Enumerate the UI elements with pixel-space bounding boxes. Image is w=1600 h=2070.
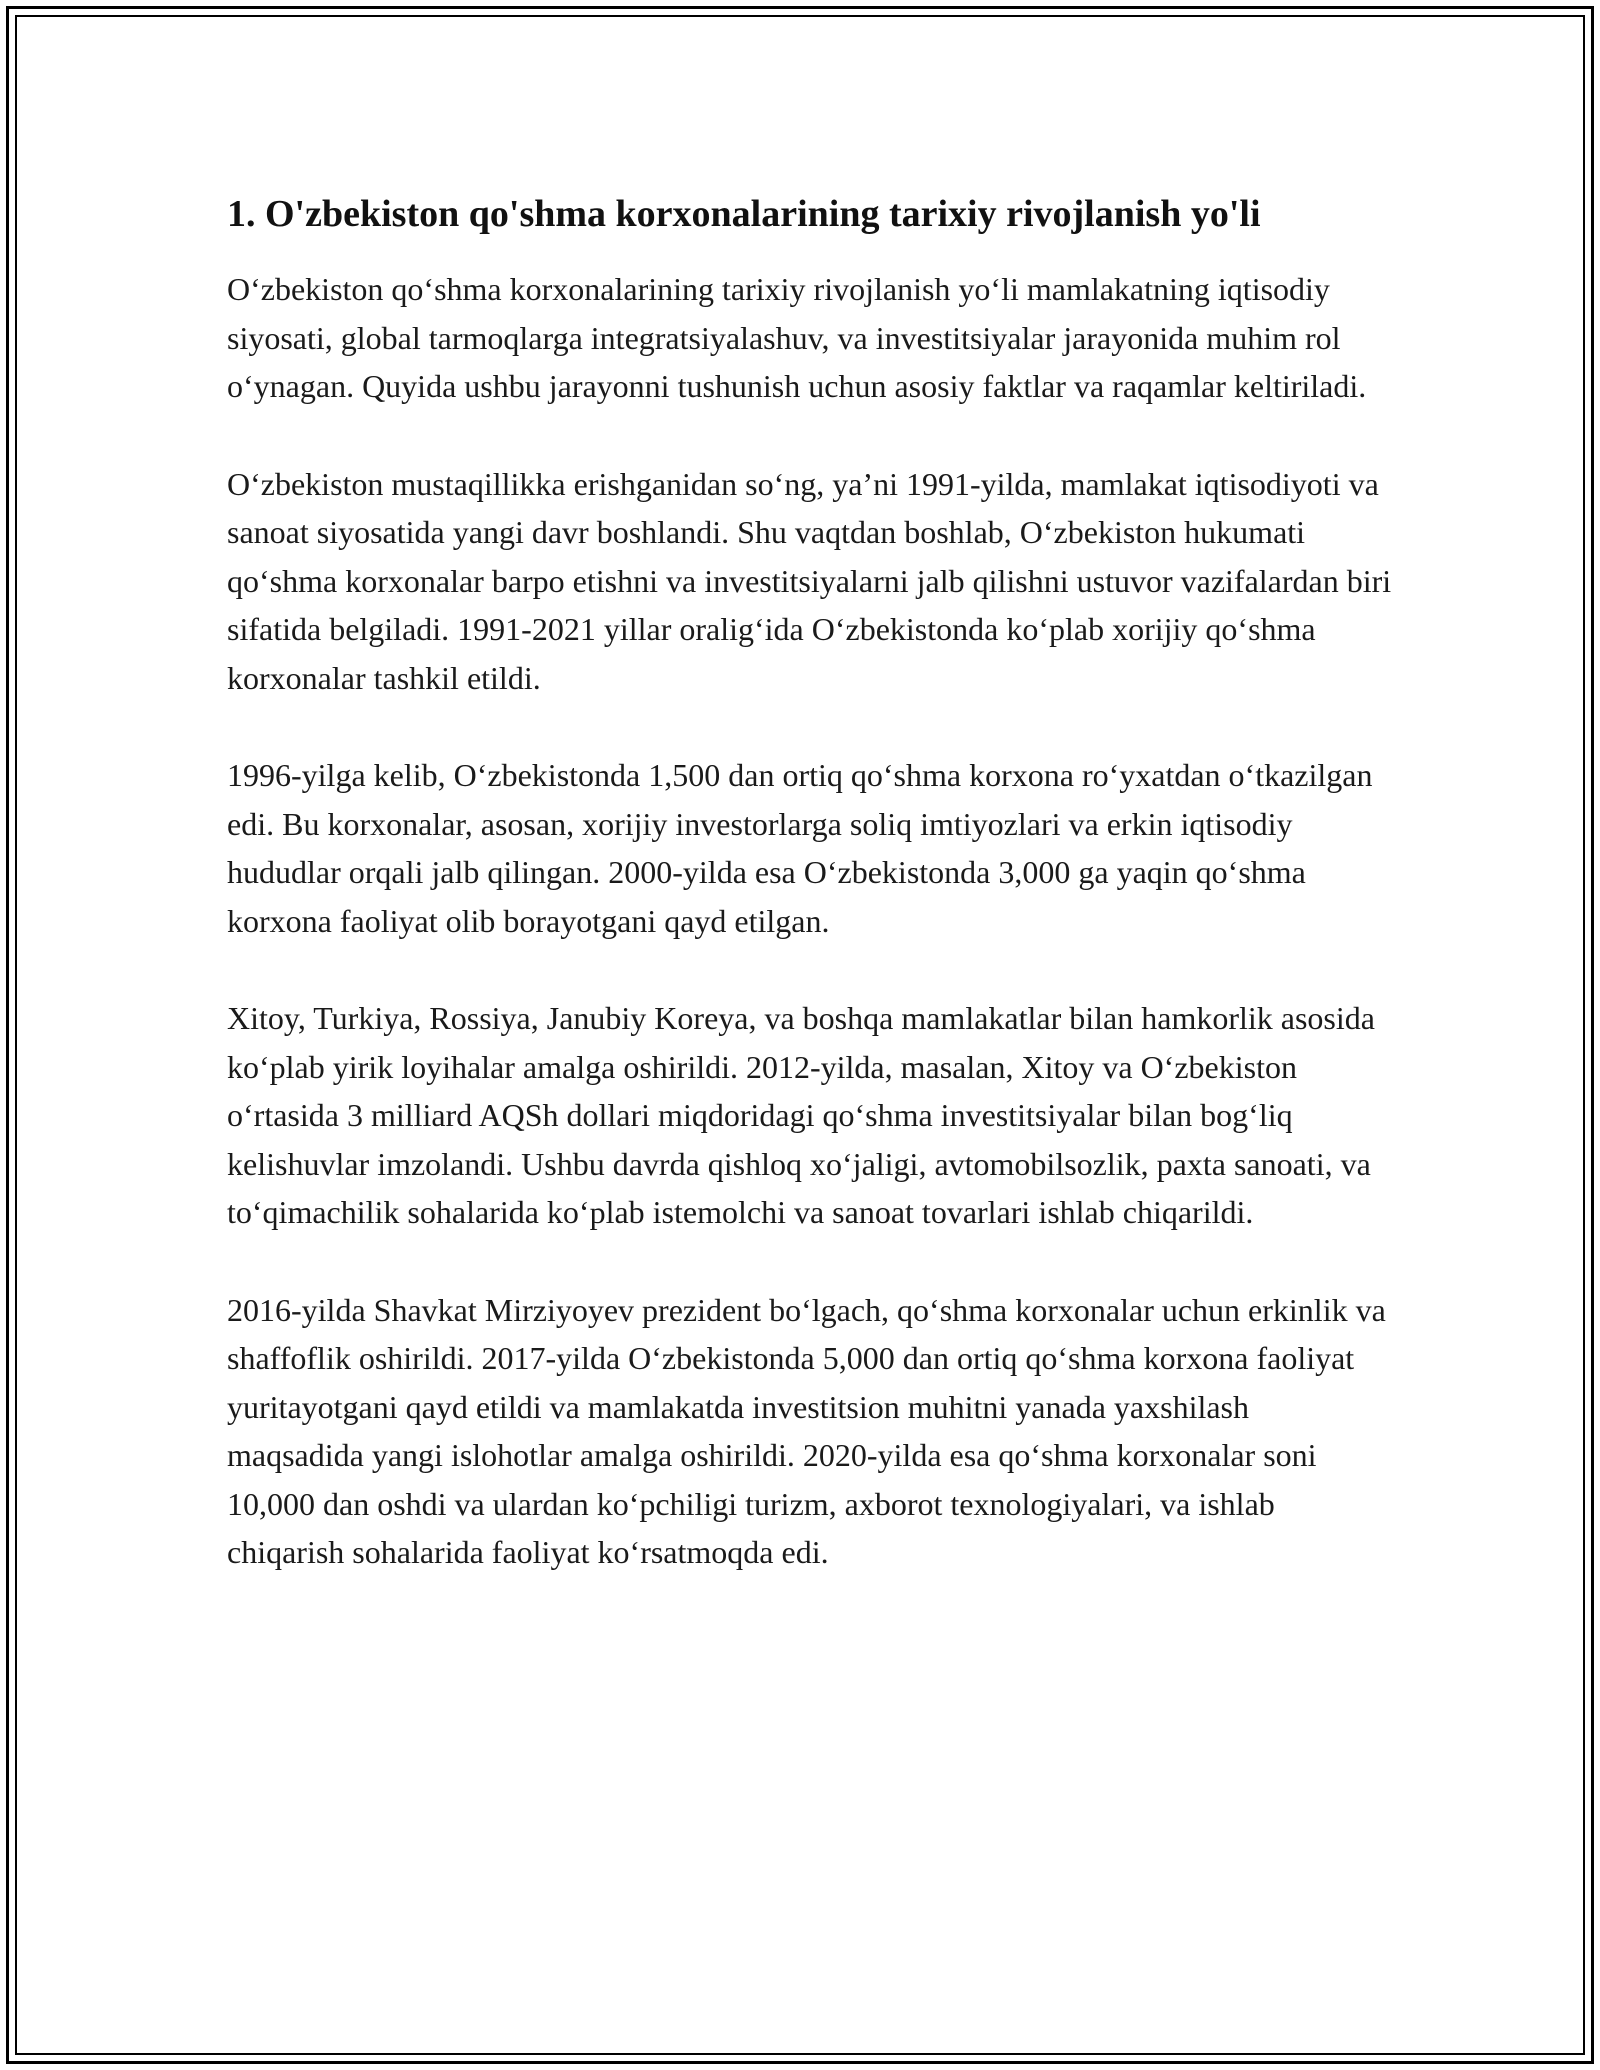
paragraph-reforms: 2016-yilda Shavkat Mirziyoyev prezident bo‘lgach, qo‘shma korxonalar uchun erkinlik va shaffoflik oshirildi. 2017-yilda O‘zbekistonda 5,000 dan ortiq qo‘shma korxona faoliyat yuritayotgani qayd etildi va mamlakatda investitsion muhitni yanada yaxshilash maqsadida yangi islohotlar amalga oshirildi. 2020-yilda esa qo‘shma korxonalar soni 10,000 dan oshdi va ulardan ko‘pchiligi turizm, axborot texnologiyalari, va ishlab chiqarish sohalarida faoliyat ko‘rsatmoqda edi. bbox=[227, 1291, 1386, 1570]
paragraph-1996-2000: 1996-yilga kelib, O‘zbekistonda 1,500 dan ortiq qo‘shma korxona ro‘yxatdan o‘tkazilgan edi. Bu korxonalar, asosan, xorijiy investorlarga soliq imtiyozlari va erkin iqtisodiy hududlar orqali jalb qilingan. 2000-yilda esa O‘zbekistonda 3,000 ga yaqin qo‘shma korxona faoliyat olib borayotgani qayd etilgan. bbox=[227, 757, 1373, 939]
document-body bbox=[227, 188, 1392, 1626]
paragraph-partnerships: Xitoy, Turkiya, Rossiya, Janubiy Koreya, va boshqa mamlakatlar bilan hamkorlik asosida ko‘plab yirik loyihalar amalga oshirildi. 2012-yilda, masalan, Xitoy va O‘zbekiston o‘rtasida 3 milliard AQSh dollari miqdoridagi qo‘shma investitsiyalar bilan bog‘liq kelishuvlar imzolandi. Ushbu davrda qishloq xo‘jaligi, avtomobilsozlik, paxta sanoati, va to‘qimachilik sohalarida ko‘plab istemolchi va sanoat tovarlari ishlab chiqarildi. bbox=[227, 1000, 1375, 1230]
page-title: 1. O'zbekiston qo'shma korxonalarining tarixiy rivojlanish yo'li bbox=[227, 193, 1261, 235]
paragraph-intro: O‘zbekiston qo‘shma korxonalarining tarixiy rivojlanish yo‘li mamlakatning iqtisodiy siyosati, global tarmoqlarga integratsiyalashuv, va investitsiyalar jarayonida muhim rol o‘ynagan. Quyida ushbu jarayonni tushunish uchun asosiy faktlar va raqamlar keltiriladi. bbox=[227, 271, 1367, 404]
paragraph-independence: O‘zbekiston mustaqillikka erishganidan so‘ng, ya’ni 1991-yilda, mamlakat iqtisodiyoti va sanoat siyosatida yangi davr boshlandi. Shu vaqtdan boshlab, O‘zbekiston hukumati qo‘shma korxonalar barpo etishni va investitsiyalarni jalb qilishni ustuvor vazifalardan biri sifatida belgiladi. 1991-2021 yillar oralig‘ida O‘zbekistonda ko‘plab xorijiy qo‘shma korxonalar tashkil etildi. bbox=[227, 465, 1392, 696]
